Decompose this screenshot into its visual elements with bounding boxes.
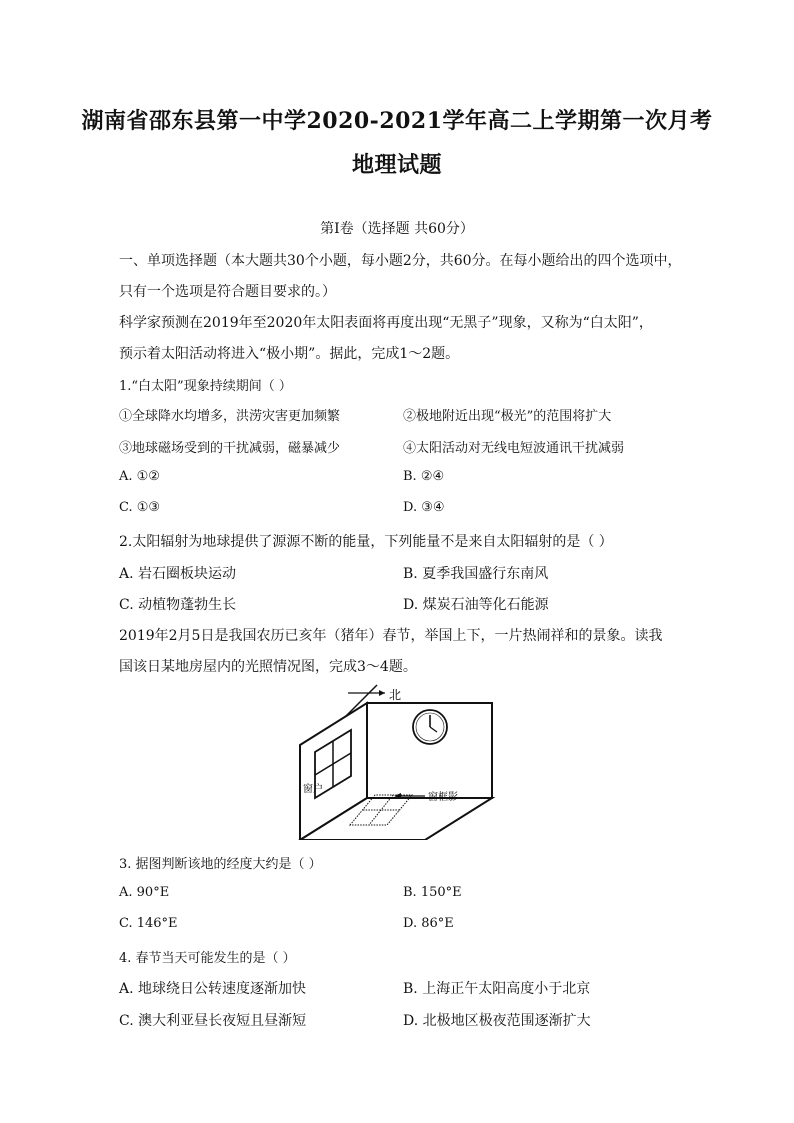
shadow-label: 窗框影 <box>428 792 458 803</box>
exam-title: 湖南省邵东县第一中学2020-2021学年高二上学期第一次月考 <box>81 108 713 134</box>
q4-option-b: B. 上海正午太阳高度小于北京 <box>403 981 591 997</box>
q2-option-d: D. 煤炭石油等化石能源 <box>403 597 549 613</box>
q1-statement-2: ②极地附近出现“极光”的范围将扩大 <box>403 409 612 424</box>
q4-option-c: C. 澳大利亚昼长夜短且昼渐短 <box>119 1013 307 1029</box>
q3-option-c: C. 146°E <box>119 916 178 931</box>
window-label: 窗户 <box>303 784 323 795</box>
question-2-stem: 2.太阳辐射为地球提供了源源不断的能量，下列能量不是来自太阳辐射的是（ ） <box>119 534 613 550</box>
q1-option-b: B. ②④ <box>403 469 445 484</box>
q4-option-d: D. 北极地区极夜范围逐渐扩大 <box>403 1013 591 1029</box>
q3-option-b: B. 150°E <box>403 885 462 900</box>
passage-1-line-2: 预示着太阳活动将进入“极小期”。据此，完成1～2题。 <box>119 346 460 362</box>
q1-statement-3: ③地球磁场受到的干扰减弱，磁暴减少 <box>119 441 341 456</box>
room-light-figure <box>285 680 500 840</box>
passage-2-line-1: 2019年2月5日是我国农历已亥年（猪年）春节，举国上下，一片热闹祥和的景象。读我 <box>119 628 663 644</box>
instructions-line-1: 一、单项选择题（本大题共30个小题，每小题2分，共60分。在每小题给出的四个选项中， <box>119 253 682 269</box>
q2-option-c: C. 动植物蓬勃生长 <box>119 597 237 613</box>
q1-option-a: A. ①② <box>119 469 160 484</box>
exam-subject-title: 地理试题 <box>351 152 442 178</box>
q1-option-c: C. ①③ <box>119 500 161 515</box>
q3-option-a: A. 90°E <box>119 885 170 900</box>
passage-1-line-1: 科学家预测在2019年至2020年太阳表面将再度出现“无黑子”现象，又称为“白太阳”， <box>119 315 653 331</box>
q1-statement-4: ④太阳活动对无线电短波通讯干扰减弱 <box>403 441 625 456</box>
question-3-stem: 3. 据图判断该地的经度大约是（ ） <box>119 857 322 872</box>
north-label: 北 <box>389 688 402 702</box>
instructions-line-2: 只有一个选项是符合题目要求的。） <box>119 284 336 300</box>
passage-2-line-2: 国该日某地房屋内的光照情况图，完成3～4题。 <box>119 659 417 675</box>
q3-option-d: D. 86°E <box>403 916 454 931</box>
q1-statement-1: ①全球降水均增多，洪涝灾害更加频繁 <box>119 409 341 424</box>
section-header: 第Ⅰ卷（选择题 共60分） <box>320 221 474 237</box>
q4-option-a: A. 地球绕日公转速度逐渐加快 <box>119 981 307 997</box>
q2-option-a: A. 岩石圈板块运动 <box>119 566 237 582</box>
clock-icon <box>413 710 447 744</box>
q2-option-b: B. 夏季我国盛行东南风 <box>403 566 549 582</box>
q1-option-d: D. ③④ <box>403 500 445 515</box>
question-1-stem: 1.“白太阳”现象持续期间（ ） <box>119 379 292 394</box>
question-4-stem: 4. 春节当天可能发生的是（ ） <box>119 951 296 966</box>
